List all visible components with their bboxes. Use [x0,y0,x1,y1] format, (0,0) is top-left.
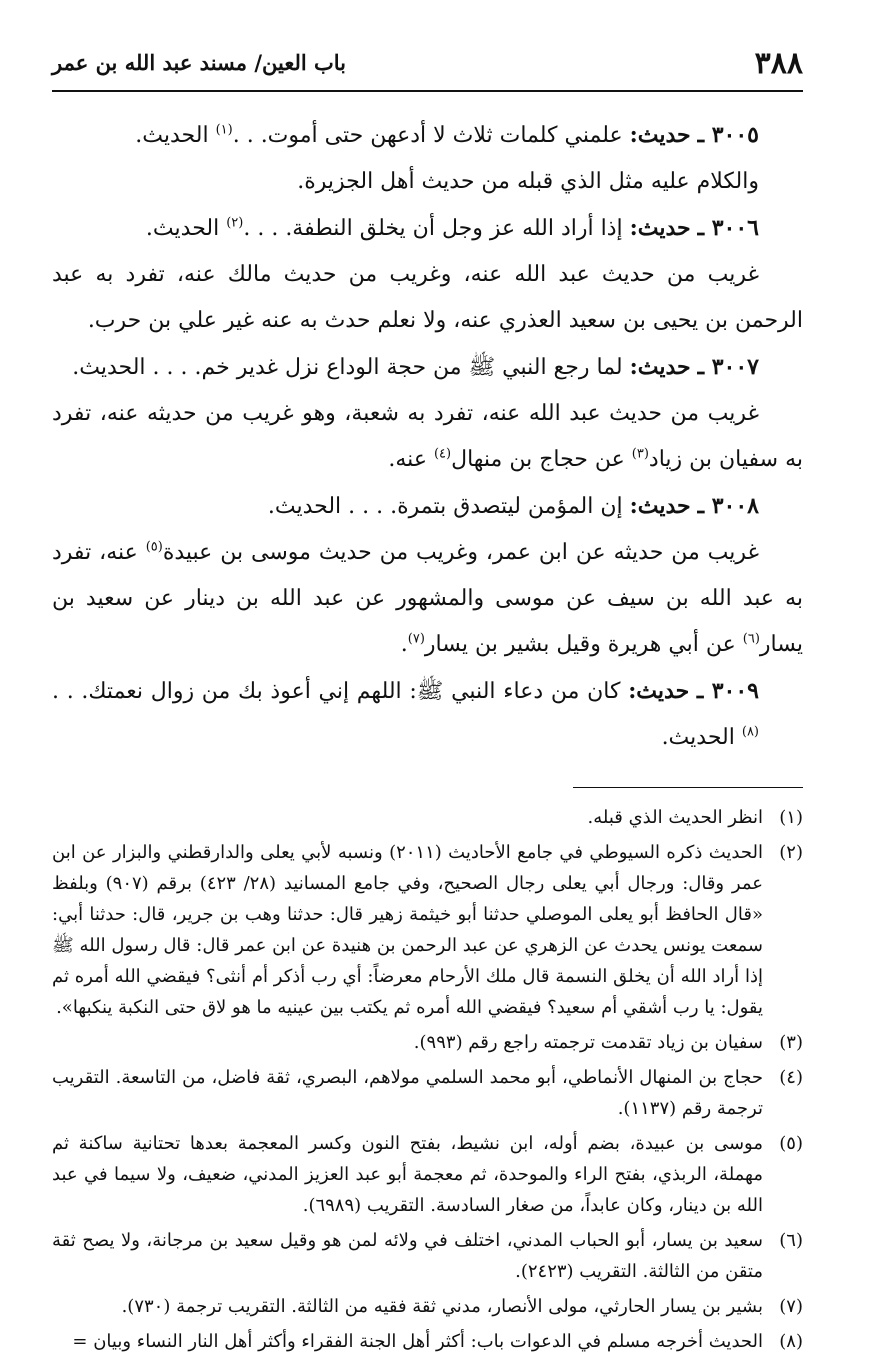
footnote-ref: (٨) [741,724,759,740]
commentary-3005: والكلام عليه مثل الذي قبله من حديث أهل الجزيرة. [297,169,759,194]
footnote-text: الحديث أخرجه مسلم في الدعوات باب: أكثر أهل الجنة الفقراء وأكثر أهل النار النساء وبيان = [72,1331,763,1352]
footnote-3 [52,1027,803,1058]
hadith-number: ٣٠٠٦ ـ [697,215,759,241]
hadith-label: حديث: [629,215,691,241]
hadith-text: كان من دعاء النبي ﷺ: اللهم إني أعوذ بك من زوال نعمتك. . . [52,679,621,704]
footnote-divider [573,787,803,788]
hadith-number: ٣٠٠٧ ـ [697,354,759,380]
footnote-5 [52,1128,803,1221]
footnote-number: (١) [779,807,803,828]
commentary-text: عنه، تفرد به عبد الله بن سيف عن موسى والمشهور عن عبد الله بن دينار عن سعيد بن يسار [52,540,803,657]
footnote-ref: (٧) [407,631,425,647]
footnote-number: (٥) [779,1133,803,1154]
commentary-text: عن أبي هريرة وقيل بشير بن يسار [424,632,736,657]
footnote-text: موسى بن عبيدة، بضم أوله، ابن نشيط، بفتح النون وكسر المعجمة بعدها تحتانية ساكنة ثم مهملة، الربذي، بفتح الراء والموحدة، ثم معجمة أبو عبد العزيز المدني، ضعيف، ولا سيما في عبد الله بن دينار، وكان عابداً، من صغار السادسة. التقريب (٦٩٨٩). [52,1133,763,1216]
hadith-label: حديث: [629,493,691,519]
footnote-ref: (٤) [433,446,452,462]
hadith-3009 [52,668,803,761]
commentary-text: غريب من حديث عبد الله عنه، تفرد به شعبة، وهو غريب من حديثه عنه، تفرد به سفيان بن زياد [52,401,803,472]
footnote-number: (٧) [779,1296,803,1317]
hadith-tail: الحديث. [661,725,735,750]
hadith-label: حديث: [628,678,690,704]
running-title: باب العين/ مسند عبد الله بن عمر [52,50,346,75]
hadith-tail: الحديث. [145,216,220,241]
footnote-number: (٤) [779,1067,803,1088]
footnote-ref: (٥) [145,539,163,555]
hadith-3006 [52,205,803,252]
hadith-label: حديث: [629,122,691,148]
page-header [52,40,803,92]
footnote-7 [52,1291,803,1322]
footnote-text: سعيد بن يسار، أبو الحباب المدني، اختلف في ولائه لمن هو وقيل سعيد بن مرجانة، ولا يصح ثقة متقن من الثالثة. التقريب (٢٤٢٣). [52,1230,763,1282]
footnote-4 [52,1062,803,1124]
footnote-number: (٣) [779,1032,803,1053]
footnote-number: (٨) [779,1331,803,1352]
footnote-text: انظر الحديث الذي قبله. [587,807,763,828]
footnote-number: (٢) [779,842,803,863]
page-number: ٣٨٨ [754,46,803,81]
footnote-number: (٦) [779,1230,803,1251]
footnote-ref: (٦) [742,631,760,647]
footnotes [52,802,803,1357]
hadith-number: ٣٠٠٥ ـ [697,122,759,148]
hadith-text: إن المؤمن ليتصدق بتمرة. . . . الحديث. [267,494,623,519]
footnote-text: بشير بن يسار الحارثي، مولى الأنصار، مدني ثقة فقيه من الثالثة. التقريب ترجمة (٧٣٠). [121,1296,763,1317]
hadith-text: لما رجع النبي ﷺ من حجة الوداع نزل غدير خم. . . . الحديث. [72,355,623,380]
hadith-3005 [52,112,803,159]
main-text [52,112,803,761]
footnote-text: حجاج بن المنهال الأنماطي، أبو محمد السلمي مولاهم، البصري، ثقة فاضل، من التاسعة. التقريب ترجمة رقم (١١٣٧). [52,1067,763,1119]
hadith-number: ٣٠٠٩ ـ [696,678,759,704]
footnote-ref: (٣) [631,446,649,462]
commentary-3008 [52,530,803,668]
book-page [52,40,803,1361]
commentary-3006: غريب من حديث عبد الله عنه، وغريب من حديث مالك عنه، تفرد به عبد الرحمن بن يحيى بن سعيد العذري عنه، ولا نعلم حدث به عنه غير علي بن حرب. [52,262,803,333]
footnote-text: سفيان بن زياد تقدمت ترجمته راجع رقم (٩٩٣). [413,1032,763,1053]
hadith-label: حديث: [629,354,691,380]
commentary-text: . [400,632,408,657]
hadith-3008 [52,483,803,530]
hadith-text: إذا أراد الله عز وجل أن يخلق النطفة. . . . [243,216,623,241]
footnote-6 [52,1225,803,1287]
commentary-text: عنه. [388,447,427,472]
commentary-text: غريب من حديثه عن ابن عمر، وغريب من حديث موسى بن عبيدة [162,540,760,565]
footnote-8 [52,1326,803,1357]
hadith-number: ٣٠٠٨ ـ [697,493,759,519]
hadith-tail: الحديث. [135,123,209,148]
footnote-text: الحديث ذكره السيوطي في جامع الأحاديث (٢٠١١) ونسبه لأبي يعلى والدارقطني والبزار عن ابن عمر وقال: ورجال أبي يعلى رجال الصحيح، وفي جامع المسانيد (٢٨/ ٤٢٣) برقم (٩٠٧) وبلفظ «قال الحافظ أبو يعلى الموصلي حدثنا أبو خيثمة زهير قال: حدثنا وهب بن جرير، قال: حدثنا أبي: سمعت يونس يحدث عن الزهري عن عبد الرحمن بن هنيدة عن ابن عمر قال: قال رسول الله ﷺ إذا أراد الله أن يخلق النسمة قال ملك الأرحام معرضاً: أي رب أذكر أم أنثى؟ فيقضي الله أمره ثم يقول: يا رب أشقي أم سعيد؟ فيقضي الله أمره ثم يكتب بين عينيه ما هو لاق حتى النكبة ينكبها». [52,842,763,1018]
footnote-2 [52,837,803,1023]
hadith-3007 [52,344,803,391]
commentary-3007 [52,391,803,483]
footnote-ref: (١) [215,122,233,138]
commentary-text: عن حجاج بن منهال [451,447,625,472]
footnote-ref: (٢) [226,215,244,231]
footnote-1 [52,802,803,833]
hadith-text: علمني كلمات ثلاث لا أدعهن حتى أموت. . . [232,123,623,148]
